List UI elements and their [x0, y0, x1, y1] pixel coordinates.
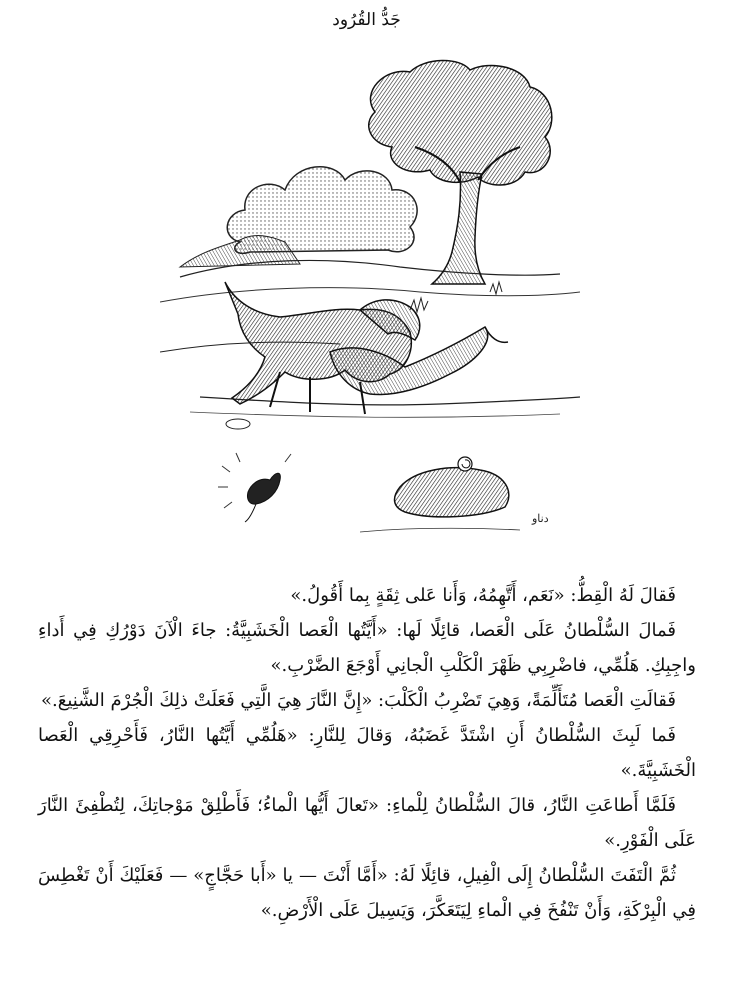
story-paragraph: ثُمَّ الْتَفَتَ السُّلْطانُ إِلَى الْفِيلِ، قائِلًا لَهُ: «أَمَّا أَنْتَ — يا «أَبا حَجَّاجٍ» — فَعَلَيْكَ أَنْ تَغْطِسَ فِي الْبِرْكَةِ، وَأَنْ تَنْفُخَ فِي الْماءِ لِيَتَعَكَّرَ، وَيَسِيلَ عَلَى الْأَرْضِ.» [38, 865, 696, 921]
story-paragraph: فَلَمَّا أَطاعَتِ النَّارُ، قالَ السُّلْطانُ لِلْماءِ: «تَعالَ أَيُّها الْماءُ؛ فَأَطْلِقْ مَوْجاتِكَ، لِتُطْفِئَ النَّارَ عَلَى الْفَوْرِ.» [38, 795, 696, 851]
page-title: جَدُّ القُرُود [332, 10, 401, 30]
story-paragraph: فَقالَتِ الْعَصا مُتَأَلِّمَةً، وَهِيَ تَضْرِبُ الْكَلْبَ: «إِنَّ النَّارَ هِيَ الَّتِي فَعَلَتْ ذلِكَ الْجُرْمَ الشَّنِيعَ.» [41, 690, 676, 711]
story-paragraph: فَمالَ السُّلْطانُ عَلَى الْعَصا، قائِلًا لَها: «أَيَّتُها الْعَصا الْخَشَبِيَّةُ: جاءَ الْآنَ دَوْرُكِ فِي أَداءِ واجِبِكِ. هَلُمِّي، فاضْرِبِي ظَهْرَ الْكَلْبِ الْجانِي أَوْجَعَ الضَّرْبِ.» [38, 620, 696, 676]
story-text [38, 578, 696, 928]
story-illustration [160, 52, 580, 552]
stone-drawing [360, 457, 520, 532]
story-paragraph: فَما لَبِثَ السُّلْطانُ أَنِ اشْتَدَّ غَضَبُهُ، وَقالَ لِلنَّارِ: «هَلُمِّي أَيَّتُها النَّارُ، فَأَحْرِقِي الْعَصا الْخَشَبِيَّةَ.» [38, 725, 696, 781]
story-paragraph: فَقالَ لَهُ الْقِطُّ: «نَعَم، أَتَّهِمُهُ، وَأَنا عَلى ثِقَةٍ بِما أَقُولُ.» [290, 585, 676, 606]
dog-and-cat-drawing [225, 282, 508, 429]
artist-signature: دناو [532, 512, 549, 525]
mouse-drawing [218, 453, 291, 522]
